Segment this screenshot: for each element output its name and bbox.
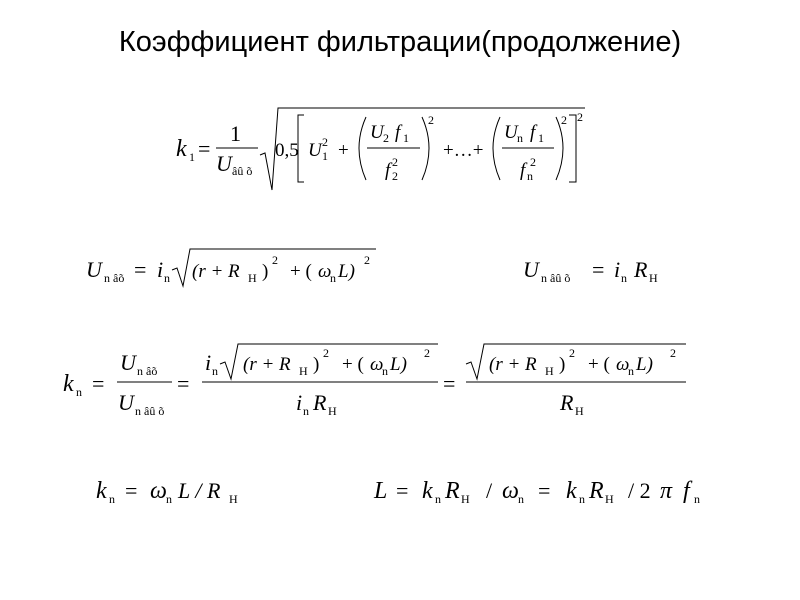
f1-eq: = [198, 136, 211, 161]
f4-plus: + ( [342, 354, 364, 375]
f1-fn-sub: n [527, 169, 533, 183]
f1-f2-sup: 2 [392, 155, 398, 169]
f4-RH-sub: H [299, 364, 308, 378]
f1-f1b-sub: 1 [538, 131, 544, 145]
f1-br-sup1: 2 [428, 113, 434, 127]
f1-U1: U [308, 140, 322, 161]
f4-den3-R: R [560, 390, 574, 415]
f3-U-sub: n âû õ [541, 271, 571, 285]
f1-fn-sup: 2 [530, 155, 536, 169]
f6-k2-sub: n [579, 492, 585, 506]
f1-num: 1 [230, 121, 241, 146]
f4-sq2-2: 2 [670, 346, 676, 360]
formula-L [373, 478, 700, 506]
f4-sq1: 2 [323, 346, 329, 360]
f1-br-sup2: 2 [561, 113, 567, 127]
f3-i: i [614, 257, 621, 282]
f4-den2-R: R [313, 390, 327, 415]
f1-fn: f [520, 160, 526, 181]
f4-RH-sub-2: H [545, 364, 554, 378]
f4-eq2: = [177, 371, 190, 396]
formula-k1 [176, 108, 585, 190]
f2-omega: ω [318, 261, 332, 282]
f1-Un-sub: n [517, 131, 523, 145]
f2-L: L) [338, 261, 355, 282]
f1-f2: f [385, 160, 391, 181]
formula-kn-full [63, 344, 686, 418]
f6-eq1: = [396, 478, 409, 503]
f5-k-sub: n [109, 492, 115, 506]
f2-sq2: 2 [364, 253, 370, 267]
f4-U-num: U [120, 350, 136, 375]
f4-sq2: 2 [424, 346, 430, 360]
f2-sq1: 2 [272, 253, 278, 267]
f1-U2-sub: 2 [383, 131, 389, 145]
f6-omega-sub: n [518, 492, 524, 506]
f5-omega: ω [150, 478, 167, 504]
f5-eq: = [125, 478, 138, 503]
formula-kn-short [96, 478, 238, 506]
f4-expr-2: (r + R [489, 354, 537, 375]
f4-L-2: L) [636, 354, 653, 375]
f1-f1b: f [530, 122, 536, 143]
f6-slash2: / 2 [628, 478, 651, 503]
f4-eq1: = [92, 371, 105, 396]
f2-plus: + ( [290, 261, 312, 282]
f4-close-2: ) [559, 354, 566, 375]
f4-omega-sub: n [382, 364, 388, 378]
f1-f1a-sub: 1 [403, 131, 409, 145]
f4-den2-i-sub: n [303, 404, 309, 418]
f6-k2: k [566, 478, 577, 504]
f2-omega-sub: n [330, 271, 336, 285]
f6-f-sub: n [694, 492, 700, 506]
f1-big-sup: 2 [577, 110, 583, 124]
f1-coef: 0,5 [275, 140, 299, 161]
f3-i-sub: n [621, 271, 627, 285]
f4-sq1-2: 2 [569, 346, 575, 360]
f6-R2-sub: H [605, 492, 614, 506]
f4-close: ) [313, 354, 320, 375]
f5-k: k [96, 478, 107, 504]
f4-eq3: = [443, 371, 456, 396]
f5-R-sub: H [229, 492, 238, 506]
f3-eq: = [592, 257, 605, 282]
f4-omega-sub-2: n [628, 364, 634, 378]
f2-U: U [86, 257, 102, 282]
f1-f2-sub: 2 [392, 169, 398, 183]
f6-R: R [445, 478, 460, 504]
f6-omega: ω [502, 478, 519, 504]
f3-R-sub: H [649, 271, 658, 285]
f4-den2-R-sub: H [328, 404, 337, 418]
formula-u-out [523, 257, 658, 285]
f1-k-sub: 1 [189, 150, 195, 164]
f4-plus-2: + ( [588, 354, 610, 375]
formula-u-in [86, 249, 376, 286]
f4-L: L) [390, 354, 407, 375]
f2-i: i [157, 257, 164, 282]
f6-R2: R [589, 478, 604, 504]
f1-f1a: f [395, 122, 401, 143]
f6-k: k [422, 478, 433, 504]
f6-eq2: = [538, 478, 551, 503]
f4-omega-2: ω [616, 354, 630, 375]
f6-R-sub: H [461, 492, 470, 506]
f3-U: U [523, 257, 539, 282]
f4-U-den: U [118, 390, 134, 415]
f2-close: ) [262, 261, 269, 282]
f4-U-num-sub: n âõ [137, 364, 158, 378]
f4-omega: ω [370, 354, 384, 375]
f6-pi: π [660, 478, 673, 504]
f1-dots: +…+ [443, 140, 484, 161]
f4-den2-i: i [296, 390, 303, 415]
f4-U-den-sub: n âû õ [135, 404, 165, 418]
f4-i: i [205, 350, 212, 375]
f2-i-sub: n [164, 271, 170, 285]
f5-omega-sub: n [166, 492, 172, 506]
f1-U-sub: âû õ [232, 164, 253, 178]
f1-U1-sup: 2 [322, 135, 328, 149]
f6-f: f [683, 478, 690, 504]
f1-k: k [176, 136, 187, 162]
f4-k: k [63, 371, 74, 397]
f4-i-sub: n [212, 364, 218, 378]
f3-R: R [634, 257, 648, 282]
f2-U-sub: n âõ [104, 271, 125, 285]
f2-RH-sub: H [248, 271, 257, 285]
f2-eq: = [134, 257, 147, 282]
f4-expr: (r + R [243, 354, 291, 375]
f4-den3-R-sub: H [575, 404, 584, 418]
f2-expr: (r + R [192, 261, 240, 282]
f6-k-sub: n [435, 492, 441, 506]
f1-U1-sub: 1 [322, 149, 328, 163]
f1-bracket-right [569, 115, 576, 182]
f1-paren-left-2 [493, 117, 500, 180]
f1-Un: U [504, 122, 518, 143]
f1-paren-left-1 [359, 117, 366, 180]
f6-slash: / [486, 478, 493, 503]
slide-title: Коэффициент фильтрации(продолжение) [118, 26, 682, 58]
f1-plus1: + [338, 140, 349, 161]
f1-U2: U [370, 122, 384, 143]
f6-L: L [374, 478, 388, 504]
f5-rest: L / R [178, 478, 221, 503]
f1-U: U [216, 151, 232, 176]
f4-k-sub: n [76, 385, 82, 399]
f1-bracket-left [298, 115, 304, 182]
